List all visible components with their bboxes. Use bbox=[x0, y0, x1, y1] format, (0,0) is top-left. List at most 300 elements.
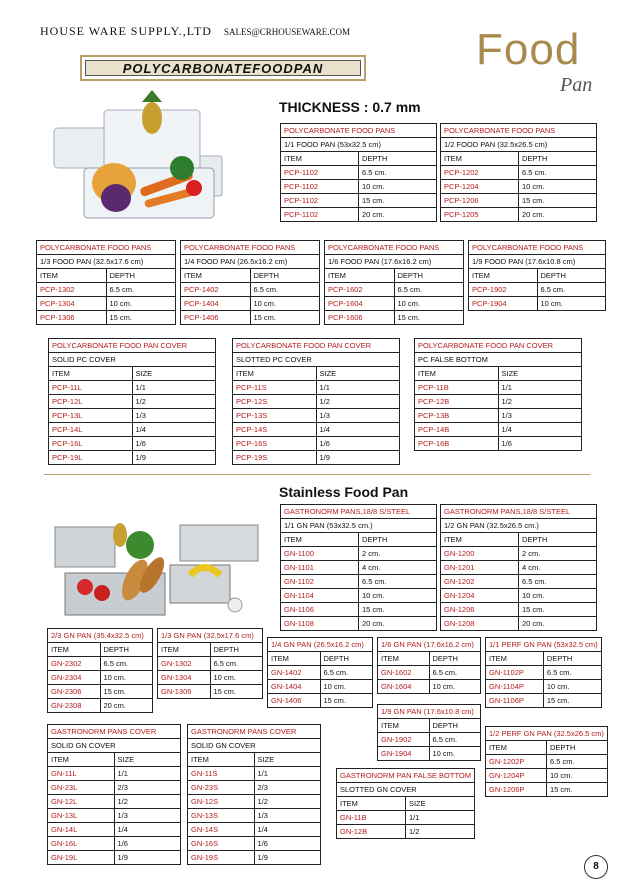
item-value: 1/9 bbox=[316, 451, 400, 465]
section-title: POLYCARBONATEFOODPAN bbox=[85, 60, 361, 76]
column-value: DEPTH bbox=[429, 652, 481, 666]
table-row bbox=[486, 694, 602, 708]
gn-1-3-table bbox=[157, 628, 263, 699]
table-row bbox=[233, 423, 400, 437]
column-item: ITEM bbox=[486, 741, 547, 755]
gn-1-6-table bbox=[377, 637, 481, 694]
table-subheader-row bbox=[181, 255, 320, 269]
pc-1-6-table bbox=[324, 240, 464, 325]
table-row bbox=[281, 166, 437, 180]
gn-1-2-table bbox=[440, 504, 597, 631]
item-value: 15 cm. bbox=[250, 311, 320, 325]
table-row bbox=[281, 575, 437, 589]
column-value: DEPTH bbox=[250, 269, 320, 283]
item-code: PCP-1304 bbox=[37, 297, 107, 311]
item-value: 1/6 bbox=[132, 437, 216, 451]
table-header: 1/6 GN PAN (17.6x16.2 cm) bbox=[378, 638, 481, 652]
item-value: 6.5 cm. bbox=[210, 657, 263, 671]
table-column-row bbox=[181, 269, 320, 283]
item-code: GN-1604 bbox=[378, 680, 430, 694]
table-header-row bbox=[37, 241, 176, 255]
column-value: DEPTH bbox=[543, 652, 601, 666]
table-row bbox=[441, 575, 597, 589]
table-row bbox=[37, 297, 176, 311]
table-column-row bbox=[233, 367, 400, 381]
item-code: PCP-16S bbox=[233, 437, 317, 451]
table-row bbox=[441, 208, 597, 222]
column-value: SIZE bbox=[114, 753, 181, 767]
item-value: 10 cm. bbox=[519, 589, 597, 603]
brand-pan: Pan bbox=[560, 74, 593, 96]
item-code: GN-2304 bbox=[48, 671, 101, 685]
table-subheader-row bbox=[325, 255, 464, 269]
item-code: PCP-14S bbox=[233, 423, 317, 437]
column-value: DEPTH bbox=[519, 533, 597, 547]
table-row bbox=[233, 409, 400, 423]
item-value: 1/4 bbox=[498, 423, 582, 437]
item-value: 1/1 bbox=[132, 381, 216, 395]
item-value: 1/4 bbox=[114, 823, 181, 837]
item-code: GN-13L bbox=[48, 809, 115, 823]
item-code: PCP-1206 bbox=[441, 194, 519, 208]
item-value: 1/2 bbox=[406, 825, 475, 839]
item-code: PCP-13B bbox=[415, 409, 499, 423]
item-code: GN-1302 bbox=[158, 657, 211, 671]
item-value: 4 cm. bbox=[359, 561, 437, 575]
table-row bbox=[486, 666, 602, 680]
item-value: 6.5 cm. bbox=[429, 666, 481, 680]
item-code: GN-1100 bbox=[281, 547, 359, 561]
column-item: ITEM bbox=[48, 753, 115, 767]
table-subheader-row bbox=[441, 138, 597, 152]
table-header-row bbox=[469, 241, 606, 255]
table-row bbox=[233, 437, 400, 451]
table-column-row bbox=[37, 269, 176, 283]
column-item: ITEM bbox=[441, 533, 519, 547]
item-value: 1/2 bbox=[114, 795, 181, 809]
item-code: GN-13S bbox=[188, 809, 255, 823]
column-item: ITEM bbox=[441, 152, 519, 166]
item-value: 6.5 cm. bbox=[543, 666, 601, 680]
item-code: GN-1104 bbox=[281, 589, 359, 603]
table-row bbox=[268, 694, 373, 708]
table-row bbox=[48, 837, 181, 851]
item-code: PCP-1205 bbox=[441, 208, 519, 222]
item-code: PCP-12S bbox=[233, 395, 317, 409]
table-header-row bbox=[49, 339, 216, 353]
item-value: 1/6 bbox=[498, 437, 582, 451]
item-value: 10 cm. bbox=[210, 671, 263, 685]
item-value: 10 cm. bbox=[537, 297, 606, 311]
table-row bbox=[49, 395, 216, 409]
item-value: 1/1 bbox=[254, 767, 321, 781]
item-code: PCP-11S bbox=[233, 381, 317, 395]
table-subheader-row bbox=[281, 138, 437, 152]
item-value: 6.5 cm. bbox=[394, 283, 464, 297]
item-value: 2/3 bbox=[114, 781, 181, 795]
gn-perf-1-1-table bbox=[485, 637, 602, 708]
item-value: 6.5 cm. bbox=[100, 657, 153, 671]
table-header: POLYCARBONATE FOOD PANS bbox=[325, 241, 464, 255]
item-code: PCP-14B bbox=[415, 423, 499, 437]
table-subheader: SOLID GN COVER bbox=[188, 739, 321, 753]
column-value: SIZE bbox=[254, 753, 321, 767]
table-header-row bbox=[281, 505, 437, 519]
table-header: GASTRONORM PANS COVER bbox=[48, 725, 181, 739]
item-code: GN-1104P bbox=[486, 680, 544, 694]
table-row bbox=[281, 589, 437, 603]
item-code: GN-1106 bbox=[281, 603, 359, 617]
column-item: ITEM bbox=[337, 797, 406, 811]
gn-perf-1-2-table bbox=[485, 726, 608, 797]
table-header: POLYCARBONATE FOOD PAN COVER bbox=[415, 339, 582, 353]
table-row bbox=[48, 767, 181, 781]
item-value: 15 cm. bbox=[546, 783, 607, 797]
table-row bbox=[281, 194, 437, 208]
table-header-row bbox=[441, 124, 597, 138]
item-code: GN-23S bbox=[188, 781, 255, 795]
item-value: 10 cm. bbox=[359, 180, 437, 194]
table-column-row bbox=[337, 797, 475, 811]
table-header: POLYCARBONATE FOOD PAN COVER bbox=[49, 339, 216, 353]
table-header-row bbox=[158, 629, 263, 643]
item-value: 1/9 bbox=[254, 851, 321, 865]
item-value: 20 cm. bbox=[359, 617, 437, 631]
table-row bbox=[188, 767, 321, 781]
pc-1-2-table bbox=[440, 123, 597, 222]
table-subheader-row bbox=[37, 255, 176, 269]
table-row bbox=[415, 437, 582, 451]
table-column-row bbox=[48, 643, 153, 657]
item-code: PCP-13S bbox=[233, 409, 317, 423]
table-header: 1/1 PERF GN PAN (53x32.5 cm) bbox=[486, 638, 602, 652]
table-column-row bbox=[415, 367, 582, 381]
table-row bbox=[233, 395, 400, 409]
table-row bbox=[181, 283, 320, 297]
table-header-row bbox=[188, 725, 321, 739]
table-row bbox=[378, 733, 481, 747]
table-row bbox=[188, 809, 321, 823]
table-header-row bbox=[233, 339, 400, 353]
column-item: ITEM bbox=[469, 269, 538, 283]
table-row bbox=[337, 811, 475, 825]
table-row bbox=[49, 409, 216, 423]
table-row bbox=[281, 561, 437, 575]
item-code: GN-1902 bbox=[378, 733, 430, 747]
gn-solid-cover-table-b bbox=[187, 724, 321, 865]
item-value: 1/1 bbox=[114, 767, 181, 781]
table-row bbox=[233, 451, 400, 465]
item-code: GN-1206P bbox=[486, 783, 547, 797]
item-code: PCP-1306 bbox=[37, 311, 107, 325]
table-row bbox=[325, 283, 464, 297]
table-subheader: 1/6 FOOD PAN (17.6x16.2 cm) bbox=[325, 255, 464, 269]
table-row bbox=[268, 666, 373, 680]
item-value: 10 cm. bbox=[519, 180, 597, 194]
company-name: HOUSE WARE SUPPLY.,LTD bbox=[40, 24, 212, 38]
table-header: POLYCARBONATE FOOD PAN COVER bbox=[233, 339, 400, 353]
column-item: ITEM bbox=[49, 367, 133, 381]
company-line bbox=[40, 24, 350, 39]
item-value: 1/6 bbox=[114, 837, 181, 851]
item-code: PCP-1904 bbox=[469, 297, 538, 311]
table-subheader: 1/9 FOOD PAN (17.6x10.8 cm) bbox=[469, 255, 606, 269]
item-value: 10 cm. bbox=[429, 680, 481, 694]
table-subheader: 1/4 FOOD PAN (26.5x16.2 cm) bbox=[181, 255, 320, 269]
table-header-row bbox=[181, 241, 320, 255]
item-value: 1/2 bbox=[316, 395, 400, 409]
item-value: 2/3 bbox=[254, 781, 321, 795]
table-row bbox=[181, 297, 320, 311]
gn-1-9-table bbox=[377, 704, 481, 761]
item-code: GN-16L bbox=[48, 837, 115, 851]
column-value: DEPTH bbox=[100, 643, 153, 657]
item-value: 10 cm. bbox=[543, 680, 601, 694]
item-code: PCP-11B bbox=[415, 381, 499, 395]
item-value: 15 cm. bbox=[320, 694, 373, 708]
item-value: 15 cm. bbox=[359, 603, 437, 617]
table-header: POLYCARBONATE FOOD PANS bbox=[37, 241, 176, 255]
table-row bbox=[415, 423, 582, 437]
item-value: 1/3 bbox=[132, 409, 216, 423]
item-value: 15 cm. bbox=[210, 685, 263, 699]
table-row bbox=[469, 297, 606, 311]
table-header-row bbox=[415, 339, 582, 353]
item-code: PCP-1606 bbox=[325, 311, 395, 325]
table-subheader: SOLID PC COVER bbox=[49, 353, 216, 367]
column-item: ITEM bbox=[268, 652, 321, 666]
table-subheader-row bbox=[337, 783, 475, 797]
item-value: 1/3 bbox=[254, 809, 321, 823]
item-value: 6.5 cm. bbox=[320, 666, 373, 680]
item-value: 6.5 cm. bbox=[546, 755, 607, 769]
table-column-row bbox=[441, 533, 597, 547]
item-value: 1/9 bbox=[114, 851, 181, 865]
table-row bbox=[188, 823, 321, 837]
item-value: 6.5 cm. bbox=[250, 283, 320, 297]
item-code: PCP-11L bbox=[49, 381, 133, 395]
item-code: GN-14S bbox=[188, 823, 255, 837]
item-value: 10 cm. bbox=[359, 589, 437, 603]
table-column-row bbox=[441, 152, 597, 166]
column-value: DEPTH bbox=[519, 152, 597, 166]
pc-1-3-table bbox=[36, 240, 176, 325]
table-header-row bbox=[48, 629, 153, 643]
item-value: 15 cm. bbox=[359, 194, 437, 208]
item-code: GN-11L bbox=[48, 767, 115, 781]
column-item: ITEM bbox=[181, 269, 251, 283]
brand-food: Food bbox=[476, 25, 581, 74]
table-row bbox=[268, 680, 373, 694]
table-row bbox=[48, 671, 153, 685]
table-row bbox=[281, 603, 437, 617]
item-value: 1/4 bbox=[254, 823, 321, 837]
item-code: GN-12S bbox=[188, 795, 255, 809]
item-value: 10 cm. bbox=[429, 747, 481, 761]
column-item: ITEM bbox=[415, 367, 499, 381]
item-value: 6.5 cm. bbox=[359, 166, 437, 180]
table-row bbox=[441, 561, 597, 575]
item-value: 1/9 bbox=[132, 451, 216, 465]
table-row bbox=[49, 437, 216, 451]
item-code: PCP-19L bbox=[49, 451, 133, 465]
column-value: DEPTH bbox=[106, 269, 176, 283]
table-column-row bbox=[486, 652, 602, 666]
table-header-row bbox=[281, 124, 437, 138]
item-code: GN-2302 bbox=[48, 657, 101, 671]
table-column-row bbox=[48, 753, 181, 767]
table-header: GASTRONORM PANS,18/8 S/STEEL bbox=[281, 505, 437, 519]
table-row bbox=[486, 680, 602, 694]
item-code: PCP-12L bbox=[49, 395, 133, 409]
table-row bbox=[441, 180, 597, 194]
page-number: 8 bbox=[584, 855, 608, 879]
item-code: GN-1202P bbox=[486, 755, 547, 769]
table-row bbox=[48, 657, 153, 671]
pc-1-1-table bbox=[280, 123, 437, 222]
column-value: DEPTH bbox=[210, 643, 263, 657]
item-code: PCP-1202 bbox=[441, 166, 519, 180]
table-row bbox=[158, 671, 263, 685]
table-column-row bbox=[378, 719, 481, 733]
item-code: PCP-1406 bbox=[181, 311, 251, 325]
table-subheader: SLOTTED GN COVER bbox=[337, 783, 475, 797]
item-value: 15 cm. bbox=[106, 311, 176, 325]
table-row bbox=[48, 795, 181, 809]
table-column-row bbox=[325, 269, 464, 283]
table-header-row bbox=[486, 727, 608, 741]
table-header: 1/3 GN PAN (32.5x17.6 cm) bbox=[158, 629, 263, 643]
table-row bbox=[49, 381, 216, 395]
table-subheader: 1/3 FOOD PAN (32.5x17.6 cm) bbox=[37, 255, 176, 269]
table-row bbox=[486, 783, 608, 797]
table-row bbox=[49, 451, 216, 465]
table-row bbox=[337, 825, 475, 839]
item-code: GN-1202 bbox=[441, 575, 519, 589]
item-code: GN-19L bbox=[48, 851, 115, 865]
item-code: GN-2306 bbox=[48, 685, 101, 699]
table-subheader-row bbox=[48, 739, 181, 753]
table-column-row bbox=[188, 753, 321, 767]
item-value: 1/2 bbox=[132, 395, 216, 409]
table-row bbox=[325, 297, 464, 311]
item-value: 20 cm. bbox=[519, 208, 597, 222]
item-value: 6.5 cm. bbox=[537, 283, 606, 297]
item-code: GN-16S bbox=[188, 837, 255, 851]
item-value: 6.5 cm. bbox=[519, 166, 597, 180]
item-code: PCP-1404 bbox=[181, 297, 251, 311]
item-code: GN-1904 bbox=[378, 747, 430, 761]
item-value: 10 cm. bbox=[100, 671, 153, 685]
item-value: 2 cm. bbox=[519, 547, 597, 561]
table-column-row bbox=[486, 741, 608, 755]
table-row bbox=[441, 166, 597, 180]
item-code: GN-1106P bbox=[486, 694, 544, 708]
item-value: 10 cm. bbox=[320, 680, 373, 694]
column-value: DEPTH bbox=[394, 269, 464, 283]
item-value: 6.5 cm. bbox=[359, 575, 437, 589]
column-item: ITEM bbox=[378, 652, 430, 666]
stainless-pans-photo bbox=[50, 505, 265, 625]
column-item: ITEM bbox=[48, 643, 101, 657]
table-subheader: 1/2 GN PAN (32.5x26.5 cm.) bbox=[441, 519, 597, 533]
item-value: 20 cm. bbox=[359, 208, 437, 222]
column-item: ITEM bbox=[233, 367, 317, 381]
item-value: 2 cm. bbox=[359, 547, 437, 561]
table-header-row bbox=[441, 505, 597, 519]
table-column-row bbox=[378, 652, 481, 666]
table-row bbox=[48, 699, 153, 713]
table-header: POLYCARBONATE FOOD PANS bbox=[181, 241, 320, 255]
table-row bbox=[188, 781, 321, 795]
table-header-row bbox=[486, 638, 602, 652]
column-item: ITEM bbox=[378, 719, 430, 733]
item-code: PCP-16L bbox=[49, 437, 133, 451]
item-value: 15 cm. bbox=[519, 194, 597, 208]
table-row bbox=[486, 755, 608, 769]
pc-1-4-table bbox=[180, 240, 320, 325]
table-header-row bbox=[378, 705, 481, 719]
item-code: GN-1204 bbox=[441, 589, 519, 603]
table-row bbox=[441, 547, 597, 561]
table-row bbox=[49, 423, 216, 437]
item-value: 10 cm. bbox=[106, 297, 176, 311]
table-header-row bbox=[268, 638, 373, 652]
section-divider bbox=[44, 474, 590, 475]
item-code: GN-1602 bbox=[378, 666, 430, 680]
table-row bbox=[415, 395, 582, 409]
column-value: SIZE bbox=[132, 367, 216, 381]
item-value: 1/2 bbox=[254, 795, 321, 809]
table-subheader-row bbox=[281, 519, 437, 533]
thickness-label: THICKNESS : 0.7 mm bbox=[279, 99, 421, 115]
item-value: 1/3 bbox=[498, 409, 582, 423]
table-row bbox=[469, 283, 606, 297]
table-row bbox=[378, 747, 481, 761]
table-row bbox=[325, 311, 464, 325]
stainless-section-title: Stainless Food Pan bbox=[279, 484, 409, 500]
item-value: 1/3 bbox=[114, 809, 181, 823]
table-column-row bbox=[268, 652, 373, 666]
item-code: PCP-1102 bbox=[281, 194, 359, 208]
item-code: GN-1304 bbox=[158, 671, 211, 685]
column-item: ITEM bbox=[486, 652, 544, 666]
item-code: GN-1402 bbox=[268, 666, 321, 680]
item-code: PCP-16B bbox=[415, 437, 499, 451]
table-row bbox=[415, 409, 582, 423]
table-header-row bbox=[378, 638, 481, 652]
item-value: 1/1 bbox=[316, 381, 400, 395]
item-code: PCP-1602 bbox=[325, 283, 395, 297]
item-code: GN-1102 bbox=[281, 575, 359, 589]
table-row bbox=[48, 823, 181, 837]
item-code: PCP-14L bbox=[49, 423, 133, 437]
column-item: ITEM bbox=[158, 643, 211, 657]
column-value: DEPTH bbox=[546, 741, 607, 755]
item-value: 1/3 bbox=[316, 409, 400, 423]
item-code: GN-12B bbox=[337, 825, 406, 839]
item-code: PCP-1604 bbox=[325, 297, 395, 311]
column-value: DEPTH bbox=[359, 533, 437, 547]
gn-false-bottom-table bbox=[336, 768, 475, 839]
table-header-row bbox=[337, 769, 475, 783]
item-code: GN-2308 bbox=[48, 699, 101, 713]
item-value: 1/1 bbox=[498, 381, 582, 395]
item-code: GN-14L bbox=[48, 823, 115, 837]
table-row bbox=[378, 680, 481, 694]
item-value: 15 cm. bbox=[394, 311, 464, 325]
table-row bbox=[378, 666, 481, 680]
